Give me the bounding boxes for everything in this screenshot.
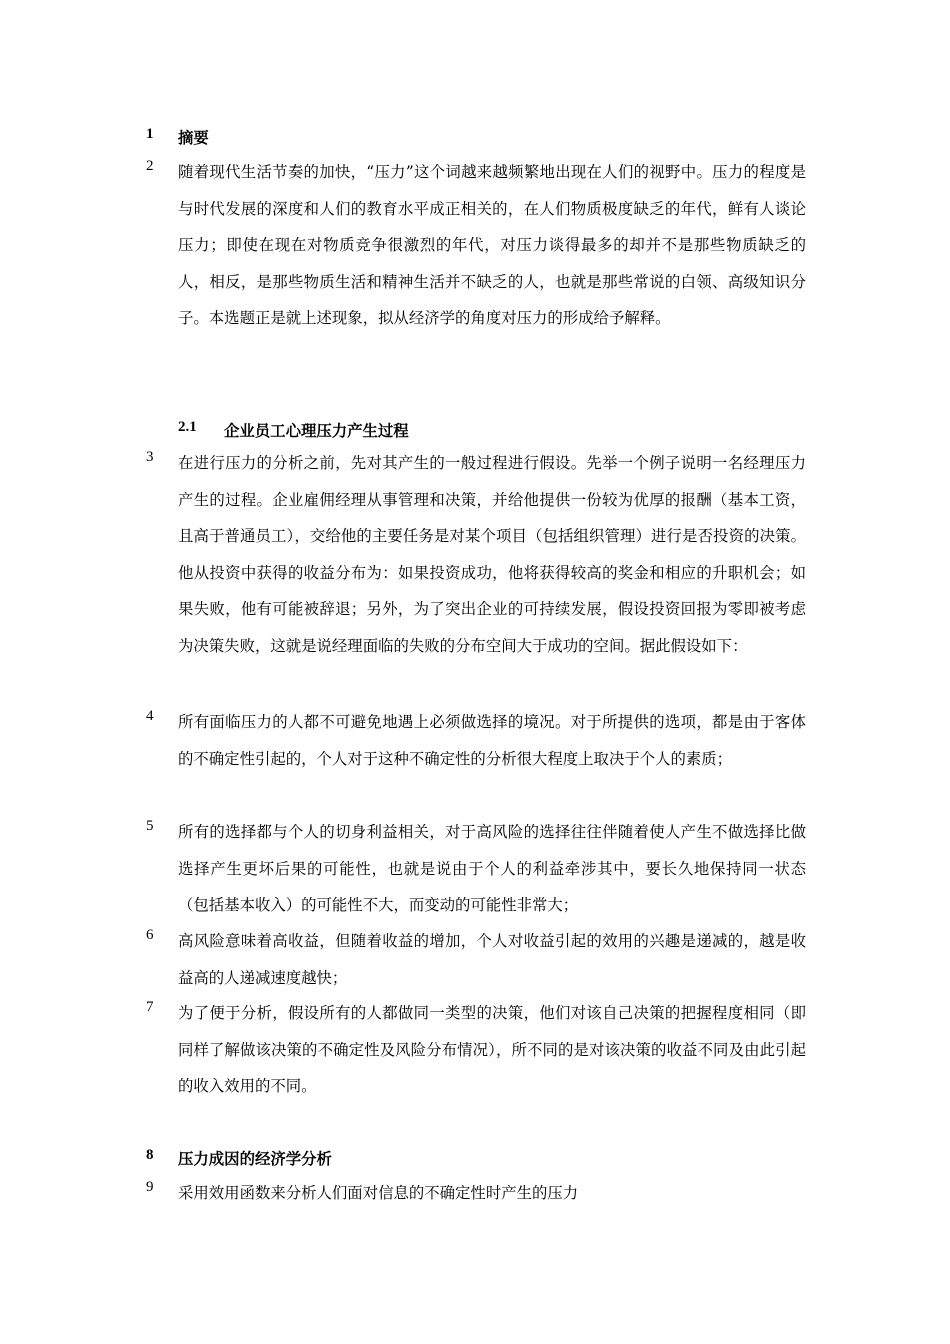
paragraph-text: 所有的选择都与个人的切身利益相关，对于高风险的选择往往伴随着使人产生不做选择比做选择产生更坏后果的可能性，也就是说由于个人的利益牵涉其中，要长久地保持同一状态（包括基本收入）的可能性不大，而变动的可能性非常大； — [178, 823, 806, 914]
paragraph-text: 采用效用函数来分析人们面对信息的不确定性时产生的压力 — [178, 1184, 579, 1202]
line-number: 8 — [146, 1147, 154, 1163]
paragraph-text: 为了便于分析，假设所有的人都做同一类型的决策，他们对该自己决策的把握程度相同（即同样了解做该决策的不确定性及风险分布情况），所不同的是对该决策的收益不同及由此引起的收入效用的不同。 — [178, 1004, 806, 1095]
paragraph-text: 高风险意味着高收益，但随着收益的增加，个人对收益引起的效用的兴趣是递减的，越是收益高的人递减速度越快； — [178, 932, 806, 987]
subsection-title: 企业员工心理压力产生过程 — [224, 422, 409, 440]
heading-text: 压力成因的经济学分析 — [178, 1150, 332, 1168]
heading-text: 摘要 — [178, 129, 209, 147]
subsection-number: 2.1 — [178, 419, 197, 435]
paragraph-text: 在进行压力的分析之前，先对其产生的一般过程进行假设。先举一个例子说明一名经理压力产生的过程。企业雇佣经理从事管理和决策，并给他提供一份较为优厚的报酬（基本工资，且高于普通员工），交给他的主要任务是对某个项目（包括组织管理）进行是否投资的决策。他从投资中获得的收益分布为：如果投资成功，他将获得较高的奖金和相应的升职机会；如果失败，他有可能被辞退；另外，为了突出企业的可持续发展，假设投资回报为零即被考虑为决策失败，这就是说经理面临的失败的分布空间大于成功的空间。据此假设如下： — [178, 454, 806, 655]
line-number: 2 — [146, 158, 154, 174]
paragraph-text: 随着现代生活节奏的加快，“压力”这个词越来越频繁地出现在人们的视野中。压力的程度是与时代发展的深度和人们的教育水平成正相关的，在人们物质极度缺乏的年代，鲜有人谈论压力；即使在现在对物质竞争很激烈的年代，对压力谈得最多的却并不是那些物质缺乏的人，相反，是那些物质生活和精神生活并不缺乏的人，也就是那些常说的白领、高级知识分子。本选题正是就上述现象，拟从经济学的角度对压力的形成给予解释。 — [178, 163, 806, 327]
paragraph-text: 所有面临压力的人都不可避免地遇上必须做选择的境况。对于所提供的选项，都是由于客体的不确定性引起的，个人对于这种不确定性的分析很大程度上取决于个人的素质； — [178, 713, 806, 768]
line-number: 6 — [146, 927, 154, 943]
line-number: 3 — [146, 449, 154, 465]
line-number: 7 — [146, 999, 154, 1015]
line-number: 5 — [146, 818, 154, 834]
line-number: 4 — [146, 708, 154, 724]
line-number: 9 — [146, 1179, 154, 1195]
line-number: 1 — [146, 126, 154, 142]
